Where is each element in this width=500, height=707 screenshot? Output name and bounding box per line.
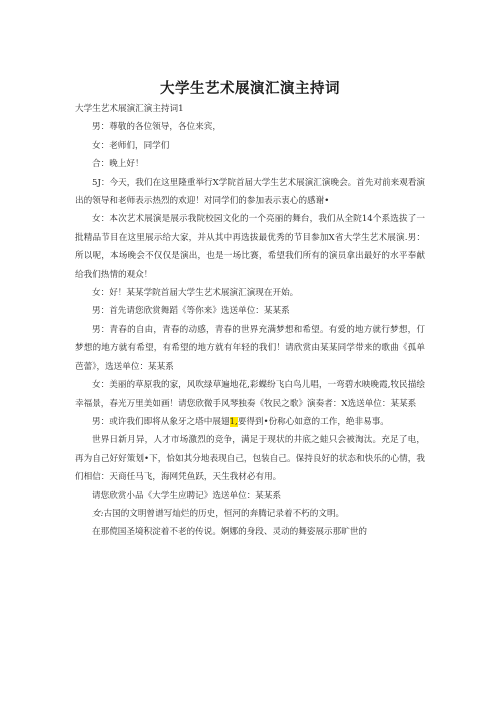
- document-subtitle: 大学生艺术展演汇演主持词1: [75, 104, 184, 114]
- paragraph: 在那傥国圣境积淀着不老的传说。婀娜的身段、灵动的舞姿展示那旷世的: [92, 527, 368, 538]
- document-body: [75, 100, 425, 542]
- highlight-mark: 1,: [229, 416, 238, 427]
- paragraph-text: 古国的文明曾谱写灿烂的历史，恒河的奔腾记录着不朽的文明。: [103, 508, 345, 519]
- paragraph: 女：本次艺术展演是展示我院校园文化的一个亮丽的舞台，我们从全院14个系选拔了一批精品节目在这里展示给大家，并从其中再选拔最优秀的节目参加X省大学生艺术展演.男：所以呢，本场晚会不仅仅是演出，也是一场比赛，希望我们所有的演员拿出最好的水平奉献给我们热情的观众！: [75, 214, 425, 280]
- paragraph: 女：好！某某学院首届大学生艺术展演汇演现在开始。: [92, 288, 299, 299]
- paragraph: 女：美丽的草原我的家，风吹绿草遍地花,彩蝶纷飞白鸟儿唱，一弯碧水映晚霞,牧民描绘幸福景，春光万里美如画！请您欣微手风琴独奏《牧民之歌》演奏者：X选送单位：某某系: [75, 380, 425, 409]
- paragraph: 男：首先请您欣赏舞蹈《等你来》选送单位：某某系: [92, 306, 290, 317]
- paragraph: 世界日新月异，人才市场激烈的竞争，满足于现状的井底之蛙只会被淘汰。充足了电，再为自己好好策划•下，恰如其分地表现自己，包装自己。保持良好的状态和快乐的心情，我们相信：天商任马飞，海网凭鱼跃，天生我材必有用。: [75, 435, 425, 483]
- paragraph: 5J：今天，我们在这里隆重举行X学院首届大学生艺术展演汇演晚会。首先对前来观看演出的领导和老师表示热烈的欢迎！对同学们的参加表示衷心的感谢•: [75, 177, 426, 207]
- paragraph: 男：尊敬的各位领导，各位来宾，: [92, 122, 221, 133]
- paragraph-text: 要得到•份称心如意的工作，绝非易事。: [237, 416, 389, 427]
- paragraph: 请您欣赏小品《大学生应聘记》选送单位：某某系: [92, 490, 282, 501]
- paragraph-italic-speaker: [75, 505, 425, 523]
- paragraph: 合：晚上好！: [92, 159, 144, 170]
- speaker-label: 女:: [92, 508, 104, 519]
- document-title: 大学生艺术展演汇演主持词: [160, 81, 340, 97]
- paragraph: 女：老师们，同学们: [92, 140, 170, 151]
- paragraph-text: 男：或许我们即将从象牙之塔中展翅: [92, 416, 230, 427]
- paragraph: 男：青春的自由，青春的动感，青春的世界充满梦想和希望。有爱的地方就行梦想，仃梦想的地方就有希望，有希望的地方就有年轻的我们！请欣赏由某某同学带来的歌曲《孤单芭蕾》，选送单位：某某系: [75, 324, 425, 372]
- paragraph-highlighted: [75, 413, 425, 431]
